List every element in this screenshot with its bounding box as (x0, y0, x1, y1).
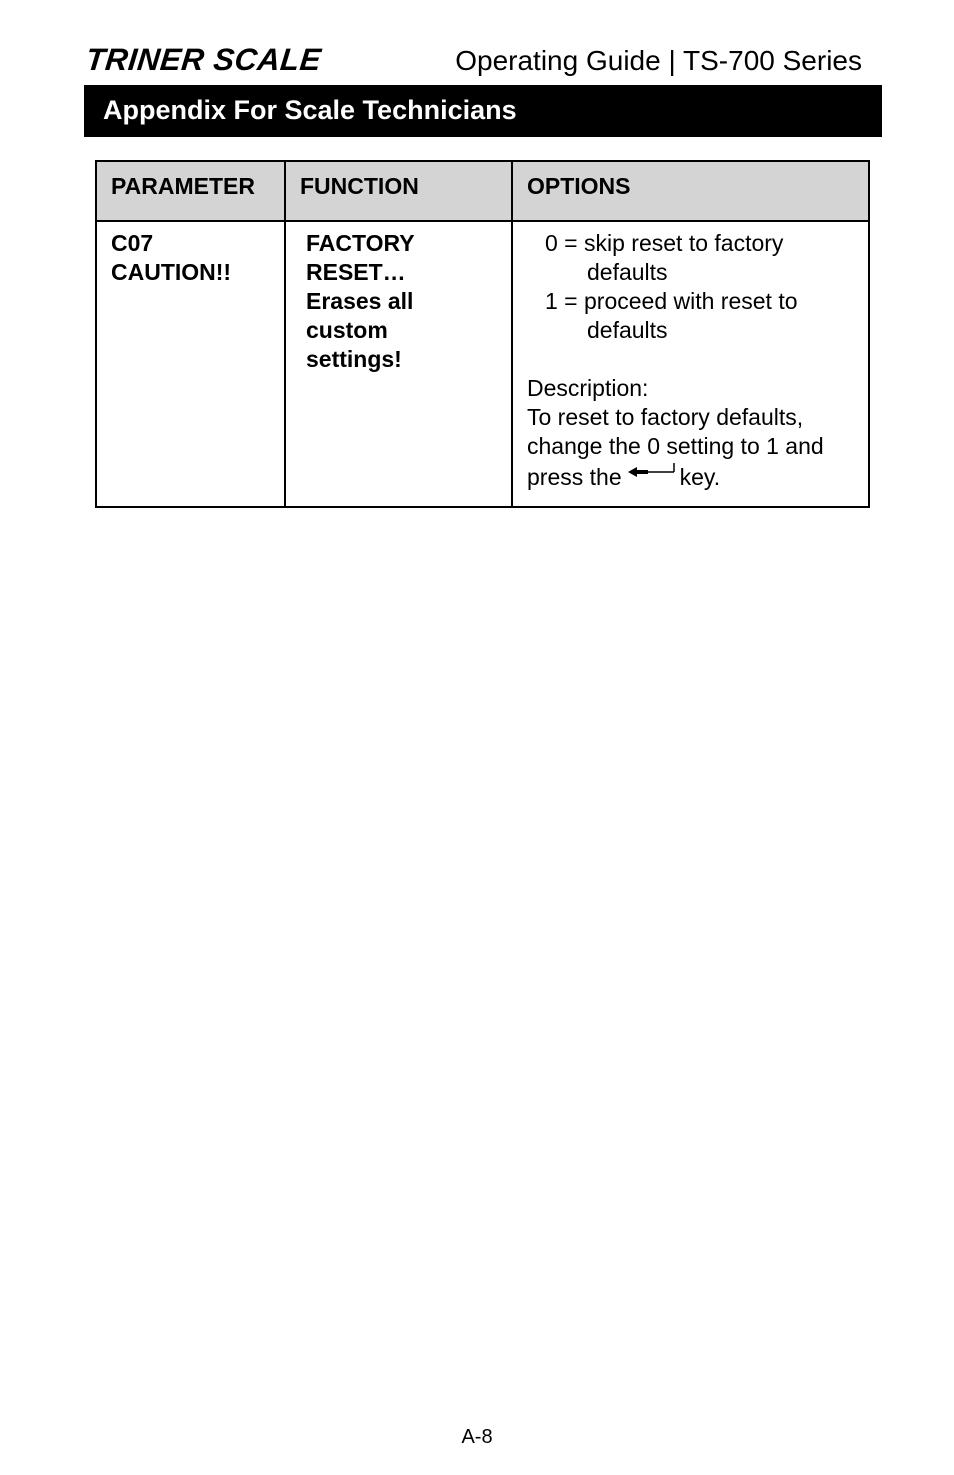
function-line: custom (306, 317, 388, 343)
description-prefix: press the (527, 464, 622, 490)
description-line-last (527, 461, 856, 492)
function-line: Erases all (306, 288, 414, 314)
function-line: FACTORY (306, 230, 415, 256)
enter-key-icon (628, 461, 676, 481)
parameter-table (95, 160, 870, 508)
function-line: RESET… (306, 259, 406, 285)
option-text-continued: defaults (587, 259, 668, 285)
parameter-code: C07 (111, 230, 154, 256)
function-line: settings! (306, 346, 402, 372)
function-cell (285, 221, 512, 507)
table-row (96, 221, 869, 507)
table-header-row (96, 161, 869, 221)
section-header-bar (84, 85, 882, 137)
option-item-0 (527, 229, 856, 287)
column-header-function: FUNCTION (285, 161, 512, 221)
option-text: 1 = proceed with reset to (545, 288, 798, 314)
brand-logo: TRINER SCALE (84, 42, 323, 77)
column-header-options: OPTIONS (512, 161, 869, 221)
column-header-parameter: PARAMETER (96, 161, 285, 221)
guide-title: Operating Guide | TS-700 Series (455, 45, 862, 76)
option-text-continued: defaults (587, 317, 668, 343)
section-title: Appendix For Scale Technicians (103, 95, 517, 125)
option-text: 0 = skip reset to factory (545, 230, 784, 256)
description-line: To reset to factory defaults, (527, 404, 804, 430)
description-suffix: key. (679, 464, 721, 490)
option-item-1 (527, 287, 856, 345)
description-label: Description: (527, 375, 649, 401)
description-line: change the 0 setting to 1 and (527, 433, 824, 459)
parameter-caution: CAUTION!! (111, 259, 232, 285)
options-cell (512, 221, 869, 507)
page-number: A-8 (461, 1426, 493, 1448)
parameter-cell (96, 221, 285, 507)
